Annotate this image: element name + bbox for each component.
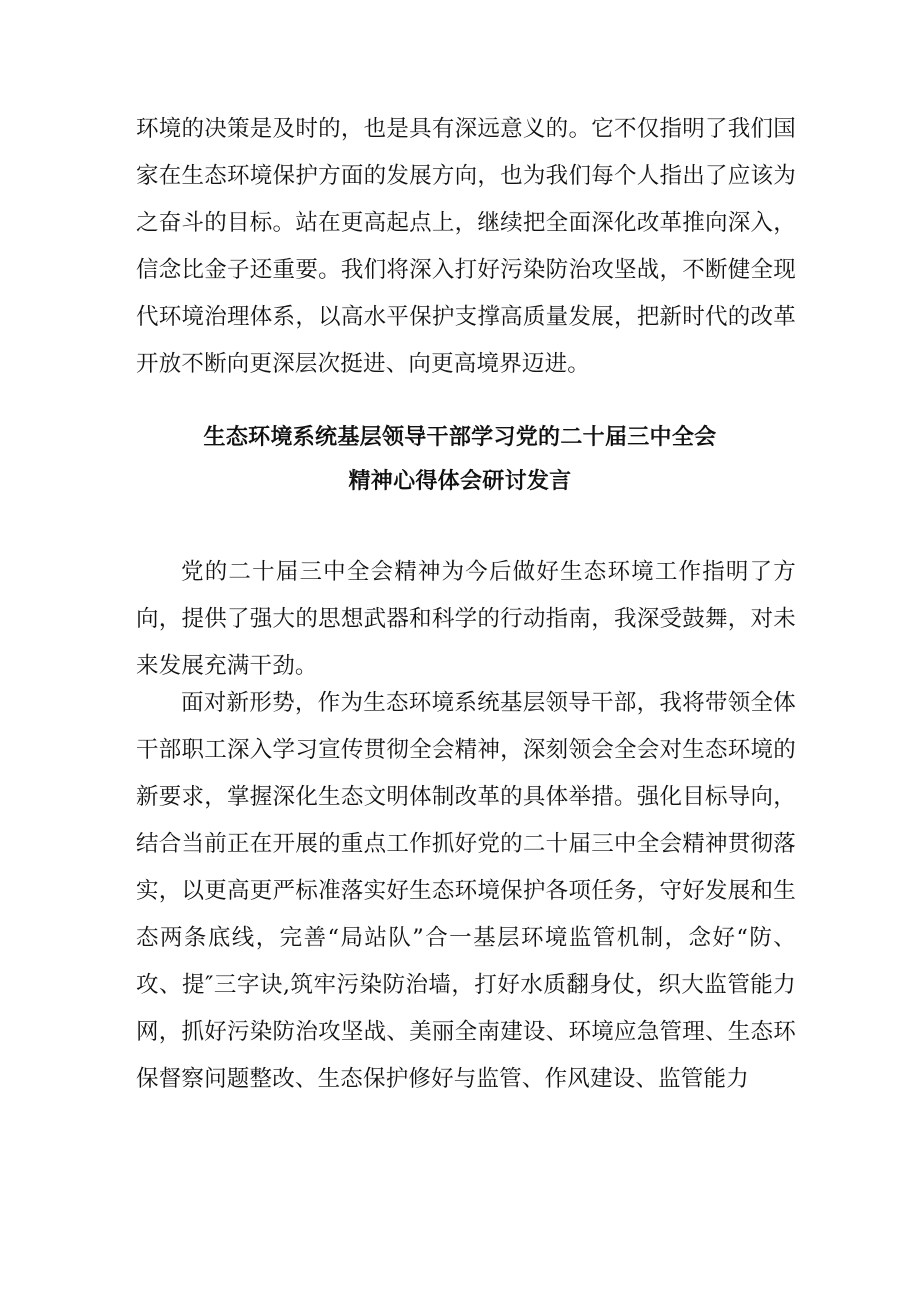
- body-paragraph-2: 面对新形势，作为生态环境系统基层领导干部，我将带领全体干部职工深入学习宣传贯彻全会精神，深刻领会全会对生态环境的新要求，掌握深化生态文明体制改革的具体举措。强化目标导向，结合当前正在开展的重点工作抓好党的二十届三中全会精神贯彻落实，以更高更严标准落实好生态环境保护各项任务，守好发展和生态两条底线，完善“局站队”合一基层环境监管机制，念好“防、攻、提″三字诀,筑牢污染防治墙，打好水质翻身仗，织大监管能力网，抓好污染防治攻坚战、美丽全南建设、环境应急管理、生态环保督察问题整改、生态保护修好与监管、作风建设、监管能力: [136, 690, 796, 1092]
- article-title-line-1: 生态环境系统基层领导干部学习党的二十届三中全会: [203, 425, 717, 450]
- article-title-line-2: 精神心得体会研讨发言: [348, 469, 572, 494]
- continued-paragraph: 环境的决策是及时的，也是具有深远意义的。它不仅指明了我们国家在生态环境保护方面的发展方向，也为我们每个人指出了应该为之奋斗的目标。站在更高起点上，继续把全面深化改革推向深入，信念比金子还重要。我们将深入打好污染防治攻坚战，不断健全现代环境治理体系，以高水平保护支撑高质量发展，把新时代的改革开放不断向更深层次挺进、向更高境界迈进。: [136, 116, 796, 377]
- body-paragraph-1: 党的二十届三中全会精神为今后做好生态环境工作指明了方向，提供了强大的思想武器和科学的行动指南，我深受鼓舞，对未来发展充满干劲。: [136, 559, 796, 679]
